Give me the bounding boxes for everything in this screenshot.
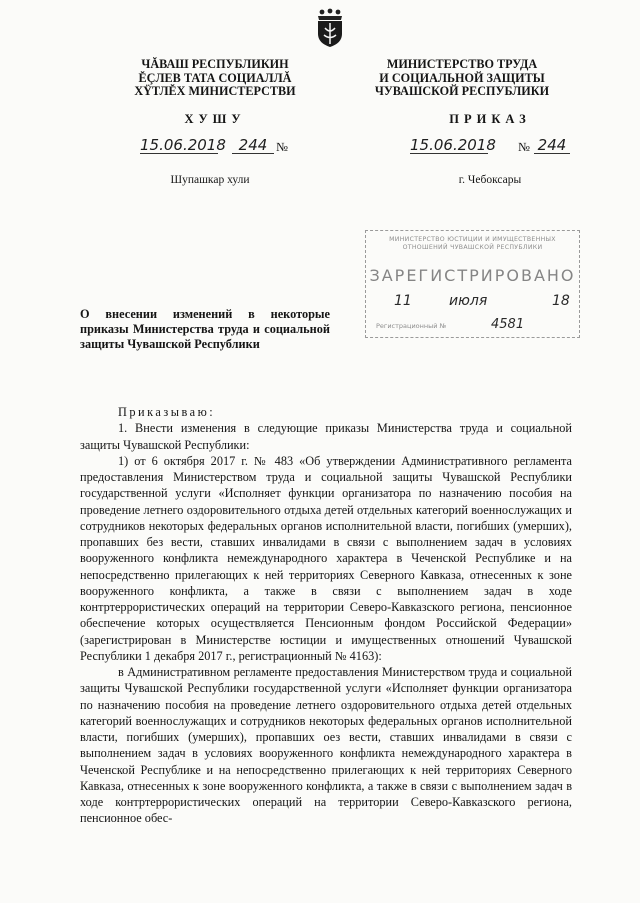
number-left: 244 [232,136,274,154]
date-left: 15.06.2018 [140,136,226,154]
stamp-year: 18 [552,293,570,309]
date-number-right [410,136,580,156]
doc-type-russian: ПРИКАЗ [449,112,531,126]
stamp-authority-line: ОТНОШЕНИЙ ЧУВАШСКОЙ РЕСПУБЛИКИ [402,244,543,251]
order-body [80,404,572,827]
chuvash-emblem-icon [313,8,347,48]
place-chuvash: Шупашкар хули [170,174,250,186]
registration-stamp [365,230,580,338]
emblem [313,8,347,48]
ministry-name-chuvash-line: ĔÇЛЕВ ТАТА СОЦИАЛЛĂ [138,70,292,85]
paragraph: 1) от 6 октября 2017 г. № 483 «Об утверждении Административного регламента предоставления Министерством труда и социальной защиты Чувашской Республики государственной услуги «Исполняет функции организатора по назначению пособия на проведение летнего оздоровительного отдыха детей отдельных категорий военнослужащих и сотрудников некоторых федеральных органов исполнительной власти, погибших (умерших), пропавших без вести, ставших инвалидами в связи с выполнением задач в условиях вооруженного конфликта немеждународного характера в Чеченской Республике и на непосредственно прилегающих к ней территориях Северного Кавказа, отнесенных к зоне вооруженного конфликта, а также в связи с выполнением задач в ходе контртеррористических операций на территории Северо-Кавказского региона, пенсионное обеспечение которых осуществляется Пенсионным фондом Российской Федерации» (зарегистрирован в Министерстве юстиции и имущественных отношений Чувашской Республики 1 декабря 2017 г., регистрационный № 4163): [80,453,572,663]
stamp-reg-number: 4581 [491,317,525,332]
stamp-day: 11 [394,293,412,309]
ministry-name-russian-line: И СОЦИАЛЬНОЙ ЗАЩИТЫ [379,70,545,85]
ministry-name-chuvash-line: ЧĂВАШ РЕСПУБЛИКИН [141,57,289,71]
stamp-reg-label: Регистрационный № [376,322,447,330]
number-sign-left: № [276,140,288,154]
date-number-left [140,136,300,156]
stamp-month: июля [449,293,488,309]
order-word: Приказываю: [118,405,216,419]
date-right: 15.06.2018 [410,136,496,154]
ministry-name-russian [352,58,572,99]
stamp-authority-line: МИНИСТЕРСТВО ЮСТИЦИИ И ИМУЩЕСТВЕННЫХ [389,236,556,243]
stamp-registered: ЗАРЕГИСТРИРОВАНО [369,266,576,285]
order-subject: О внесении изменений в некоторые приказы Министерства труда и социальной защиты Чувашской Республики [80,307,330,352]
ministry-name-russian-line: МИНИСТЕРСТВО ТРУДА [386,57,538,71]
stamp-authority [366,236,579,252]
number-right: 244 [534,136,570,154]
ministry-name-chuvash-line: ХŸТЛĔХ МИНИСТЕРСТВИ [134,84,296,98]
ministry-name-chuvash [110,58,320,99]
ministry-name-russian-line: ЧУВАШСКОЙ РЕСПУБЛИКИ [374,84,550,98]
paragraph: в Административном регламенте предоставления Министерством труда и социальной защиты Чувашской Республики государственной услуги «Исполняет функции организатора по назначению пособия на проведение летнего оздоровительного отдыха детей отдельных категорий военнослужащих и сотрудников некоторых федеральных органов исполнительной власти, погибших (умерших), пропавших оез вести, ставших инвалидами в связи с выполнением задач в условиях вооруженного конфликта немеждународного характера в Чеченской Республике и на непосредственно прилегающих к ней территориях Северного Кавказа, отнесенных к зоне вооруженного конфликта, а также в связи с выполнением задач в ходе контртеррористических операций на территории Северо-Кавказского региона, пенсионное обес- [80,665,572,826]
number-sign-right: № [518,140,530,154]
place-russian: г. Чебоксары [458,174,522,186]
paragraph: 1. Внести изменения в следующие приказы Министерства труда и социальной защиты Чувашской Республики: [80,421,572,452]
doc-type-chuvash: ХУШУ [184,112,246,126]
